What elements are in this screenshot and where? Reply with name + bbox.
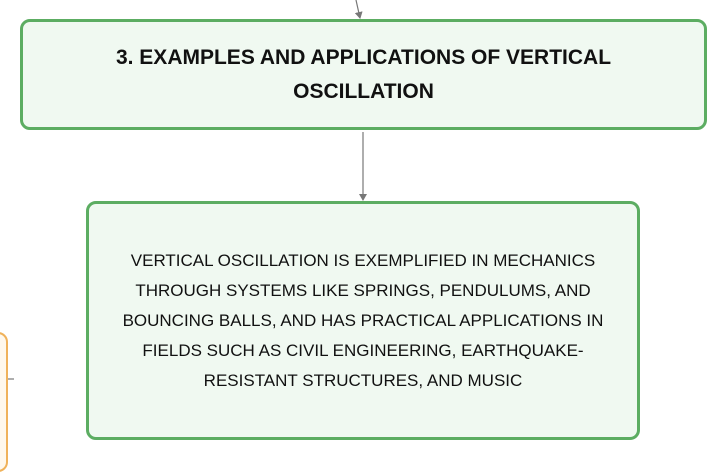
node-section-detail[interactable] xyxy=(86,201,640,440)
connector-parent-to-heading xyxy=(356,0,360,18)
node-section-heading[interactable] xyxy=(20,19,707,130)
node-section-heading-text: 3. EXAMPLES AND APPLICATIONS OF VERTICAL OSCILLATION xyxy=(115,45,612,103)
node-section-detail-text: VERTICAL OSCILLATION IS EXEMPLIFIED IN MECHANICS THROUGH SYSTEMS LIKE SPRINGS, PENDULUMS, AND BOUNCING BALLS, AND HAS PRACTICAL APPLICATIONS IN FIELDS SUCH AS CIVIL ENGINEERING, EARTHQUAKE-RESISTANT STRUCTURES, AND MUSIC xyxy=(122,250,604,390)
side-node-partial[interactable] xyxy=(0,332,8,472)
